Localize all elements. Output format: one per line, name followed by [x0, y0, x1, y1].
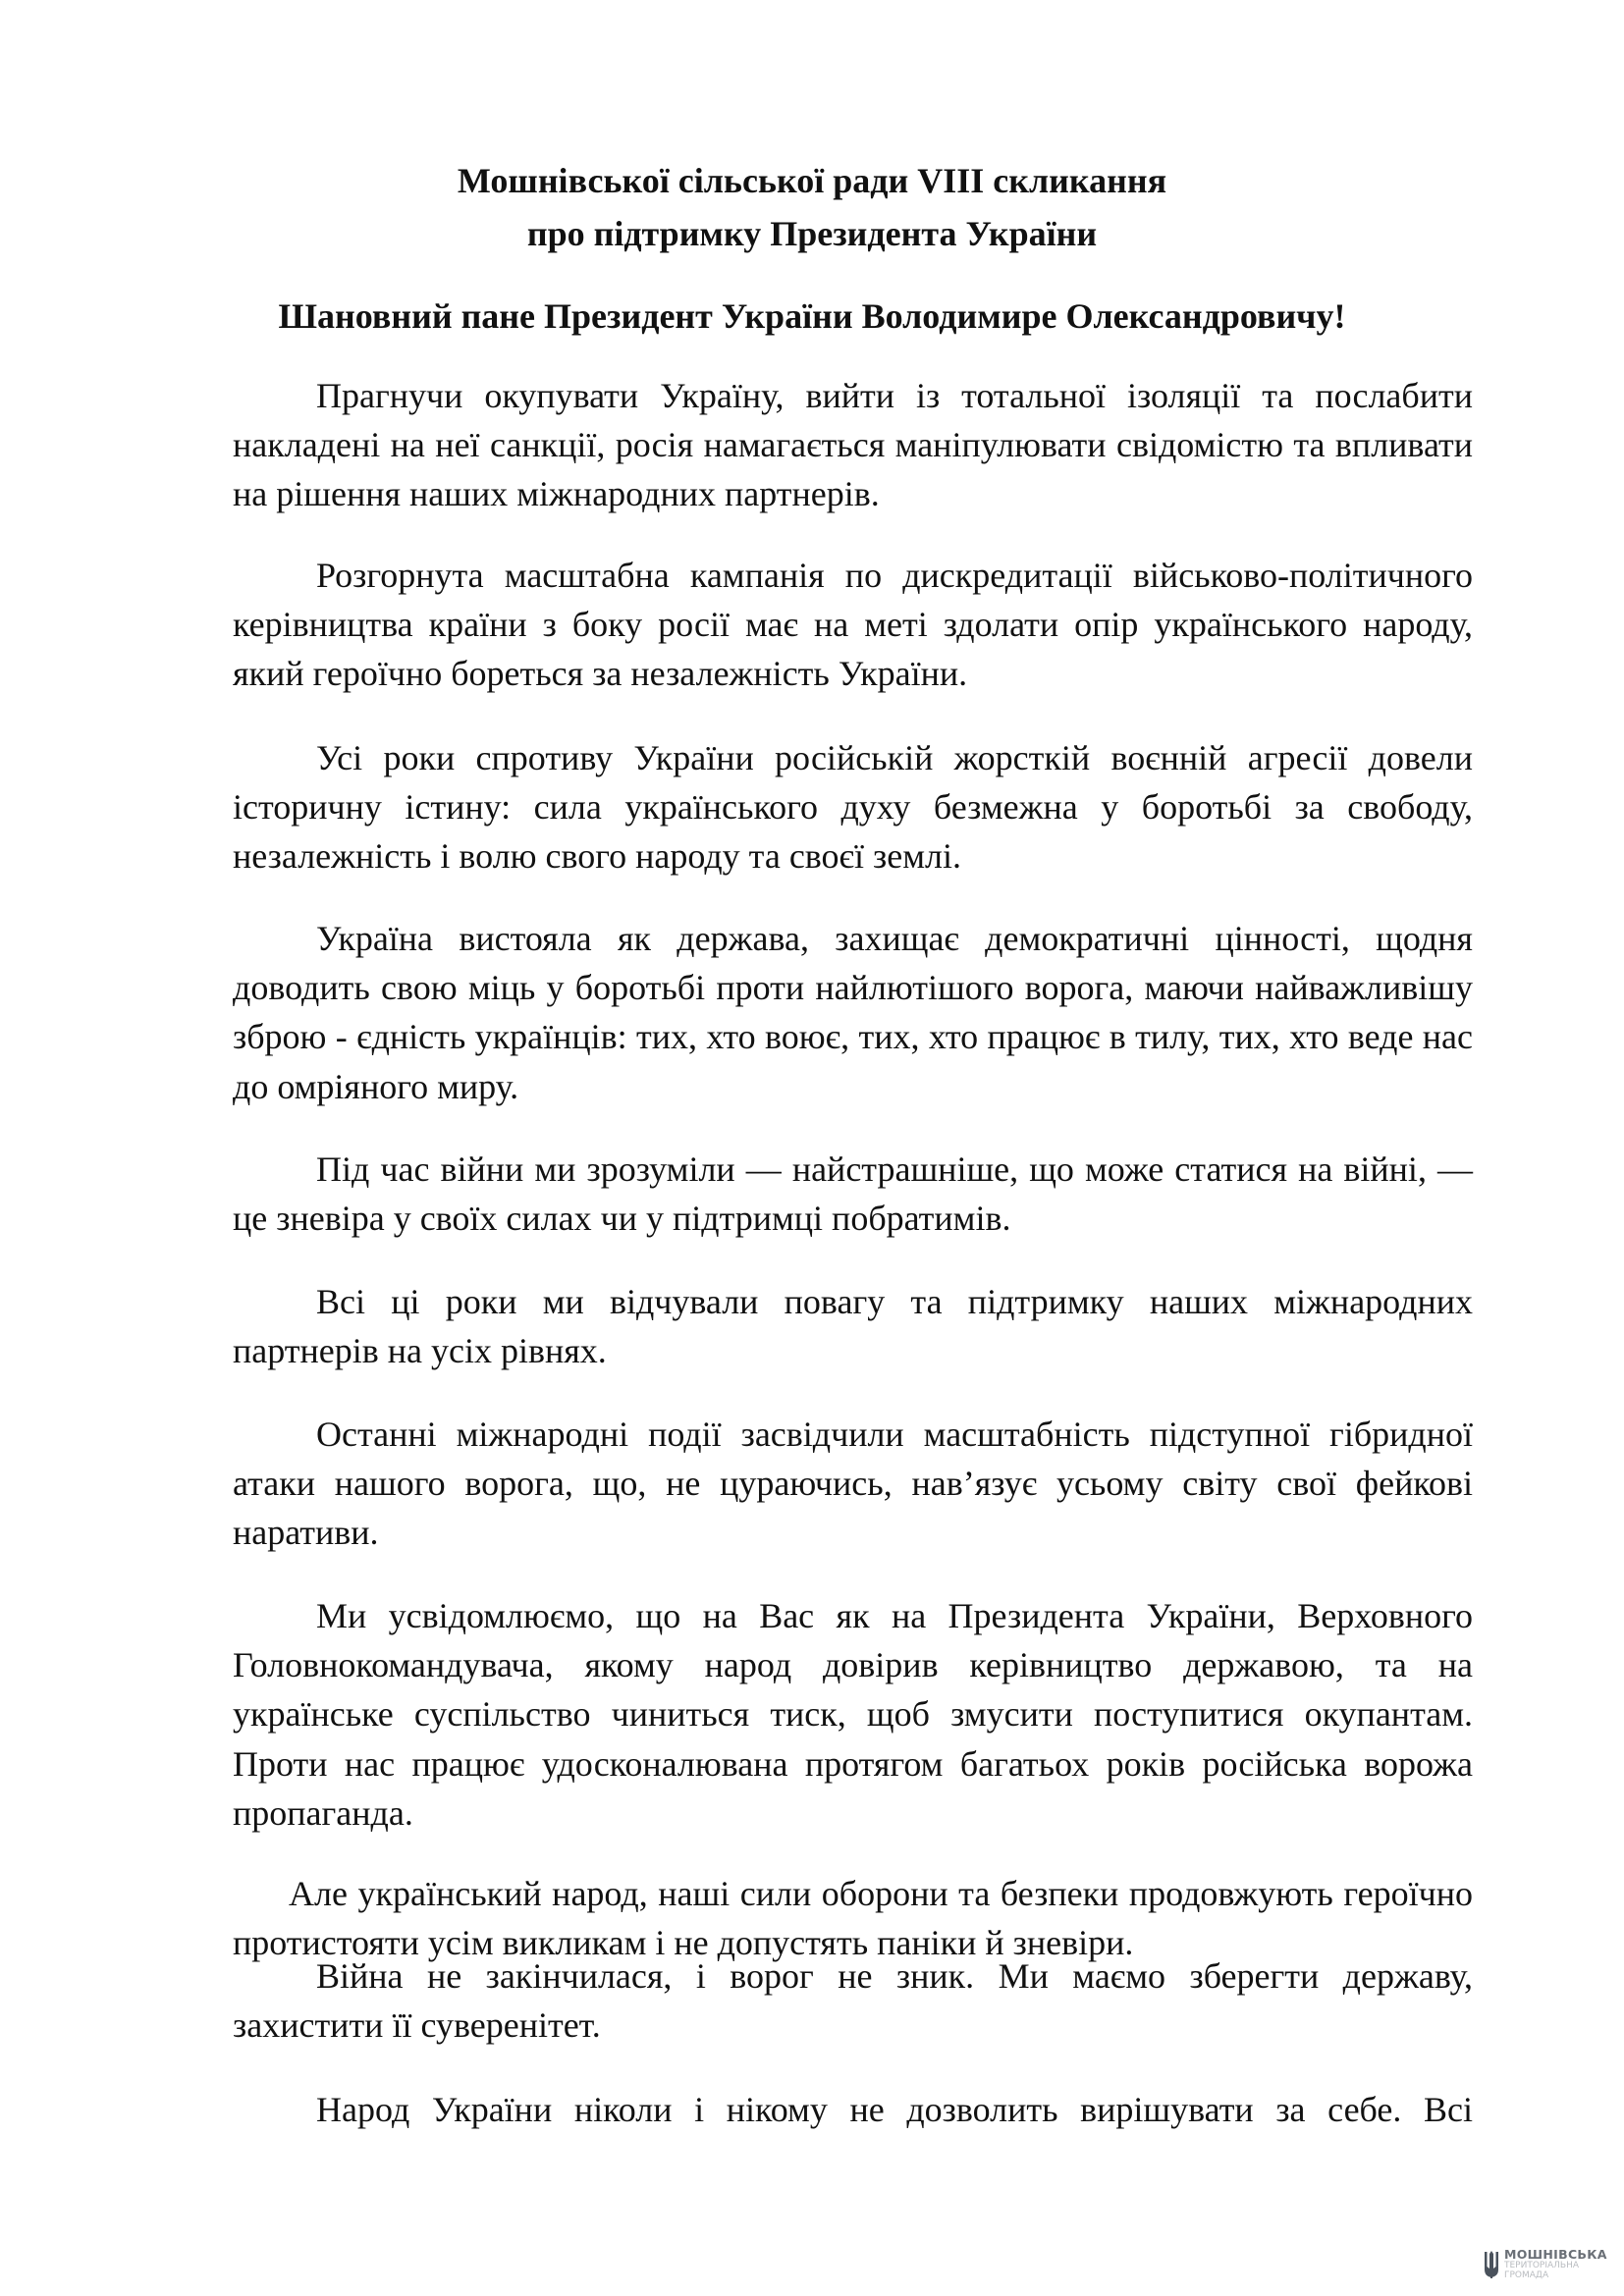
paragraph-11: Народ України ніколи і нікому не дозволить вирішувати за себе. Всі [316, 2090, 1473, 2129]
paragraph-4: Україна вистояла як держава, захищає демократичні цінності, щодня доводить свою міць у боротьбі проти найлютішого ворога, маючи найважливішу зброю - єдність українців: тих, хто воює, тих, хто працює в тилу, тих, хто веде нас до омріяного миру. [233, 919, 1473, 1106]
paragraph-6: Всі ці роки ми відчували повагу та підтримку наших міжнародних партнерів на усіх рівнях. [233, 1282, 1473, 1371]
document-title-line-2: про підтримку Президента України [526, 214, 1098, 253]
paragraph-9: Але український народ, наші сили оборони та безпеки продовжують героїчно протистояти усім викликам і не допустять паніки й зневіри. [233, 1874, 1473, 1963]
paragraph-10: Війна не закінчилася, і ворог не зник. Ми маємо зберегти державу, захистити її суверенітет. [233, 1956, 1473, 2046]
paragraph-5: Під час війни ми зрозуміли — найстрашніше, що може статися на війні, — це зневіра у своїх силах чи у підтримці побратимів. [233, 1149, 1473, 1239]
logo-text [1504, 2249, 1607, 2280]
logo-name: МОШНІВСЬКА [1504, 2247, 1607, 2262]
logo-subtitle-2: ГРОМАДА [1504, 2270, 1549, 2280]
trident-icon [1483, 2250, 1500, 2279]
paragraph-3: Усі роки спротиву України російській жорсткій воєнній агресії довели історичну істину: сила українського духу безмежна у боротьбі за свободу, незалежність і волю свого народу та своєї землі. [233, 738, 1473, 877]
paragraph-7: Останні міжнародні події засвідчили масштабність підступної гібридної атаки нашого ворога, що, не цураючись, нав’язує усьому світу свої фейкові наративи. [233, 1415, 1473, 1553]
paragraph-2: Розгорнута масштабна кампанія по дискредитації військово-політичного керівництва країни з боку росії має на меті здолати опір українського народу, який героїчно бореться за незалежність України. [233, 556, 1473, 694]
document-title-line-1: Мошнівської сільської ради VIII скликання [457, 161, 1167, 200]
logo-subtitle-1: ТЕРИТОРІАЛЬНА [1504, 2261, 1580, 2270]
paragraph-1: Прагнучи окупувати Україну, вийти із тотальної ізоляції та послабити накладені на неї санкції, росія намагається маніпулювати свідомістю та впливати на рішення наших міжнародних партнерів. [233, 376, 1473, 514]
community-logo [1483, 2239, 1620, 2290]
paragraph-8: Ми усвідомлюємо, що на Вас як на Президента України, Верховного Головнокомандувача, якому народ довірив керівництво державою, та на українське суспільство чиниться тиск, щоб змусити поступитися окупантам. Проти нас працює удосконалювана протягом багатьох років російська ворожа пропаганда. [233, 1596, 1473, 1833]
salutation: Шановний пане Президент України Володимире Олександровичу! [278, 296, 1346, 336]
